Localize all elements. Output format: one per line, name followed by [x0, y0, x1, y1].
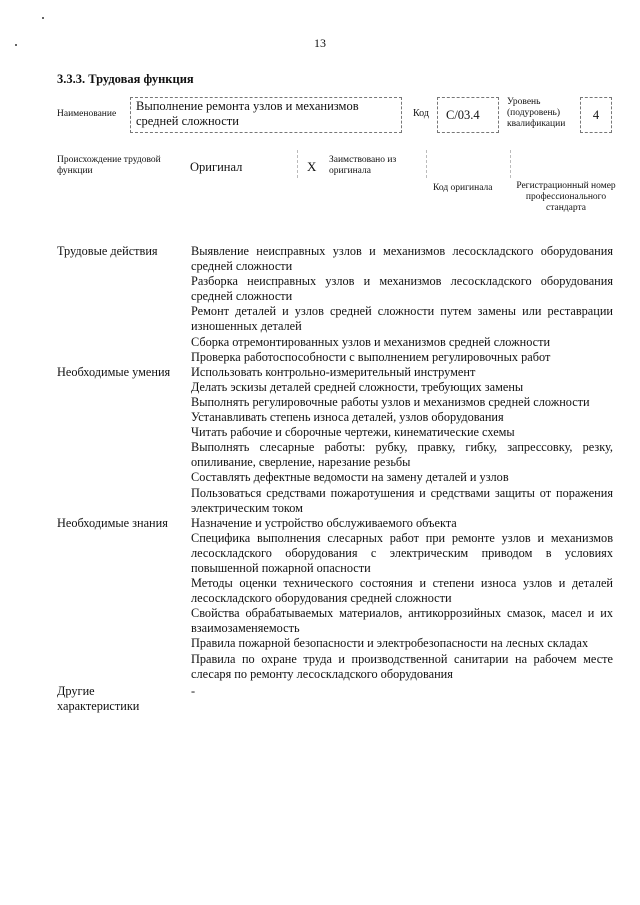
- list-item: Разборка неисправных узлов и механизмов лесоскладского оборудования средней сложности: [191, 274, 613, 304]
- origin-label: Происхождение трудовой функции: [57, 155, 161, 176]
- divider: [297, 150, 298, 178]
- section-skills: [57, 365, 613, 516]
- code-original-label: Код оригинала: [433, 183, 493, 193]
- list-item: Правила пожарной безопасности и электробезопасности на лесных складах: [191, 636, 589, 651]
- original-mark: Х: [307, 159, 317, 174]
- row-label: Другие характеристики: [57, 683, 140, 713]
- list-item: Выявление неисправных узлов и механизмов лесоскладского оборудования средней сложности: [191, 244, 613, 274]
- section-title: 3.3.3. Трудовая функция: [57, 72, 194, 86]
- list-item: Читать рабочие и сборочные чертежи, кинематические схемы: [191, 425, 515, 440]
- original-label: Оригинал: [190, 160, 243, 174]
- list-item: Использовать контрольно-измерительный инструмент: [191, 364, 476, 379]
- section-knowledge: [57, 516, 613, 682]
- name-label: Наименование: [57, 109, 117, 119]
- list-item: Устанавливать степень износа деталей, узлов оборудования: [191, 410, 504, 425]
- list-item: Свойства обрабатываемых материалов, антикоррозийных смазок, масел и их взаимозаменяемость: [191, 606, 613, 636]
- list-item: Методы оценки технического состояния и степени износа узлов и деталей лесоскладского оборудования средней сложности: [191, 576, 613, 606]
- function-details: [57, 244, 613, 714]
- code-value: С/03.4: [437, 97, 499, 133]
- level-label: Уровень (подуровень) квалификации: [507, 97, 566, 129]
- scan-speck: [42, 17, 44, 19]
- list-item: Делать эскизы деталей средней сложности, требующих замены: [191, 379, 524, 394]
- borrowed-label: Заимствовано из оригинала: [329, 155, 397, 176]
- list-item: Назначение и устройство обслуживаемого объекта: [191, 515, 457, 530]
- list-item: Составлять дефектные ведомости на замену деталей и узлов: [191, 470, 509, 485]
- list-item: Выполнять слесарные работы: рубку, правку, гибку, запрессовку, резку, опиливание, сверление, нарезание резьбы: [191, 440, 613, 470]
- code-label: Код: [413, 108, 429, 119]
- list-item: Специфика выполнения слесарных работ при ремонте узлов и механизмов лесоскладского оборудования с электрическим приводом в условиях повышенной пожарной опасности: [191, 530, 613, 575]
- list-item: Выполнять регулировочные работы узлов и механизмов средней сложности: [191, 394, 590, 409]
- list-item: -: [191, 683, 196, 698]
- level-value: 4: [580, 97, 612, 133]
- row-label: Необходимые знания: [57, 515, 168, 530]
- list-item: Правила по охране труда и производственной санитарии на рабочем месте слесаря по ремонту лесоскладского оборудования: [191, 651, 613, 681]
- name-value: Выполнение ремонта узлов и механизмов средней сложности: [130, 97, 402, 133]
- page-number: 13: [314, 36, 326, 50]
- scan-speck: [15, 44, 17, 46]
- list-item: Сборка отремонтированных узлов и механизмов средней сложности: [191, 334, 551, 349]
- list-item: Пользоваться средствами пожаротушения и средствами защиты от поражения электрическим током: [191, 485, 613, 515]
- divider: [426, 150, 427, 178]
- list-item: Проверка работоспособности с выполнением регулировочных работ: [191, 349, 551, 364]
- row-label: Необходимые умения: [57, 364, 171, 379]
- section-labor-actions: [57, 244, 613, 365]
- row-label: Трудовые действия: [57, 244, 158, 258]
- list-item: Ремонт деталей и узлов средней сложности путем замены или реставрации изношенных деталей: [191, 304, 613, 334]
- reg-number-label: Регистрационный номер профессионального стандарта: [516, 181, 616, 213]
- section-other: [57, 684, 613, 714]
- divider: [510, 150, 511, 178]
